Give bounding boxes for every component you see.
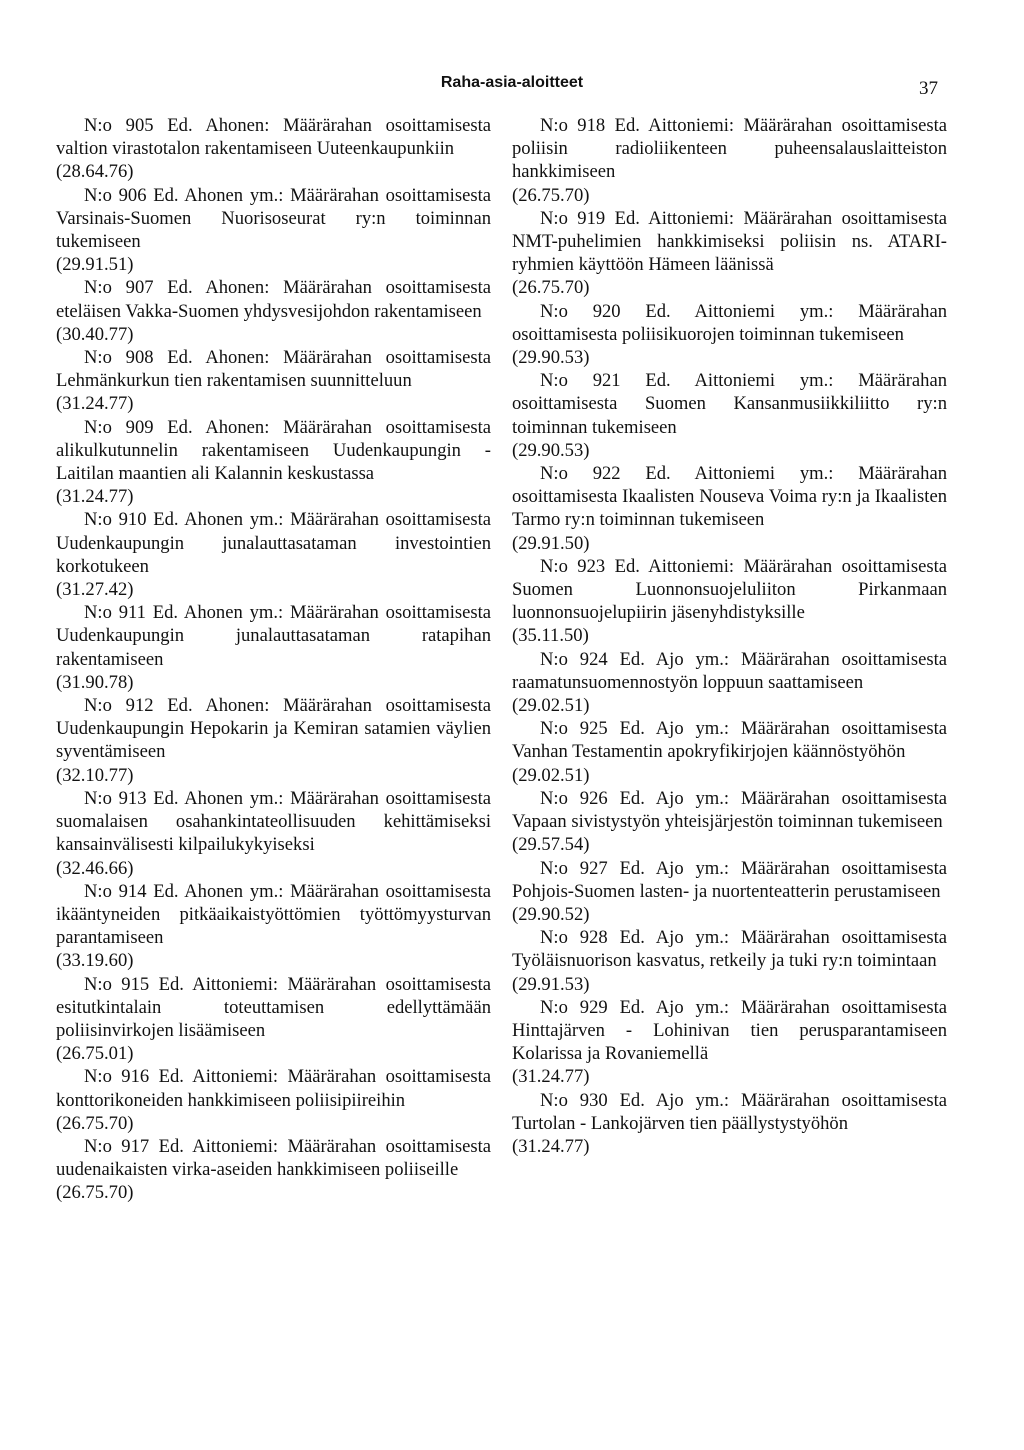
- motion-text: N:o 930 Ed. Ajo ym.: Määrärahan osoittamisesta Turtolan - Lankojärven tien päällystystyöhön: [512, 1089, 947, 1134]
- motion-text: N:o 919 Ed. Aittoniemi: Määrärahan osoittamisesta NMT-puhelimien hankkimiseksi poliisin ns. ATARI-ryhmien käyttöön Hämeen läänissä: [512, 207, 947, 276]
- motion-entry: [512, 787, 947, 857]
- motion-text: N:o 917 Ed. Aittoniemi: Määrärahan osoittamisesta uudenaikaisten virka-aseiden hankkimiseen poliiseille: [56, 1135, 491, 1181]
- motion-code: (32.10.77): [56, 764, 134, 786]
- motion-entry: [512, 369, 947, 462]
- motion-entry: [56, 601, 491, 694]
- motion-text: N:o 926 Ed. Ajo ym.: Määrärahan osoittamisesta Vapaan sivistystyön yhteisjärjestön toiminnan tukemiseen: [512, 787, 947, 833]
- motion-text: N:o 918 Ed. Aittoniemi: Määrärahan osoittamisesta poliisin radioliikenteen puheensalauslaitteiston hankkimiseen: [512, 115, 947, 183]
- page-header: [0, 72, 1024, 102]
- motion-code: (33.19.60): [56, 950, 134, 972]
- motion-entry: [56, 1135, 491, 1205]
- motion-text: N:o 915 Ed. Aittoniemi: Määrärahan osoittamisesta esitutkintalain toteuttamisen edellyttämään poliisinvirkojen lisäämiseen: [56, 973, 491, 1041]
- motion-code: (31.24.77): [56, 393, 134, 415]
- motion-text: N:o 925 Ed. Ajo ym.: Määrärahan osoittamisesta Vanhan Testamentin apokryfikirjojen käännöstyöhön: [512, 718, 947, 763]
- motion-text: N:o 909 Ed. Ahonen: Määrärahan osoittamisesta alikulkutunnelin rakentamiseen Uudenkaupungin - Laitilan maantien ali Kalannin keskustassa: [56, 416, 491, 485]
- motion-entry: [512, 648, 947, 718]
- running-title: Raha-asia-aloitteet: [440, 74, 584, 91]
- motion-text: N:o 907 Ed. Ahonen: Määrärahan osoittamisesta eteläisen Vakka-Suomen yhdysvesijohdon rakentamiseen: [56, 277, 491, 322]
- motion-code: (29.91.53): [512, 973, 590, 995]
- motion-entry: [56, 880, 491, 973]
- motion-code: (32.46.66): [56, 857, 134, 879]
- motion-entry: [56, 114, 491, 184]
- motion-code: (30.40.77): [56, 323, 134, 345]
- motion-entry: [512, 207, 947, 300]
- left-column: [56, 114, 491, 1205]
- motion-entry: [512, 1089, 947, 1159]
- motion-entry: [56, 276, 491, 346]
- motion-entry: [512, 462, 947, 555]
- motion-code: (31.27.42): [56, 579, 134, 601]
- motion-text: N:o 920 Ed. Aittoniemi ym.: Määrärahan osoittamisesta poliisikuorojen toiminnan tukemiseen: [512, 300, 947, 345]
- motion-text: N:o 929 Ed. Ajo ym.: Määrärahan osoittamisesta Hinttajärven - Lohinivan tien perusparantamiseen Kolarissa ja Rovaniemellä: [512, 996, 947, 1065]
- motion-entry: [56, 346, 491, 416]
- motion-entry: [56, 1065, 491, 1135]
- motion-entry: [56, 416, 491, 509]
- motion-entry: [512, 717, 947, 787]
- motion-code: (29.90.53): [512, 347, 590, 369]
- motion-text: N:o 908 Ed. Ahonen: Määrärahan osoittamisesta Lehmänkurkun tien rakentamisen suunnitteluun: [56, 347, 491, 392]
- motion-code: (26.75.70): [512, 184, 590, 206]
- motion-text: N:o 922 Ed. Aittoniemi ym.: Määrärahan osoittamisesta Ikaalisten Nouseva Voima ry:n ja Ikaalisten Tarmo ry:n toiminnan tukemiseen: [512, 463, 947, 531]
- motion-entry: [512, 114, 947, 207]
- motion-entry: [512, 300, 947, 370]
- motion-code: (29.57.54): [512, 834, 590, 856]
- motion-text: N:o 913 Ed. Ahonen ym.: Määrärahan osoittamisesta suomalaisen osahankintateollisuuden kehittämiseksi kansainvälisesti kilpailukykyiseksi: [56, 787, 491, 856]
- motion-entry: [56, 184, 491, 277]
- motion-code: (29.02.51): [512, 764, 590, 786]
- motion-entry: [512, 857, 947, 927]
- motion-text: N:o 906 Ed. Ahonen ym.: Määrärahan osoittamisesta Varsinais-Suomen Nuorisoseurat ry:n toiminnan tukemiseen: [56, 184, 491, 253]
- motion-code: (26.75.01): [56, 1043, 134, 1065]
- motion-text: N:o 921 Ed. Aittoniemi ym.: Määrärahan osoittamisesta Suomen Kansanmusiikkiliitto ry:n toiminnan tukemiseen: [512, 370, 947, 438]
- motion-code: (29.90.52): [512, 903, 590, 925]
- motion-code: (29.91.51): [56, 254, 134, 276]
- motion-code: (35.11.50): [512, 625, 589, 647]
- motion-code: (31.24.77): [512, 1135, 590, 1157]
- motion-text: N:o 910 Ed. Ahonen ym.: Määrärahan osoittamisesta Uudenkaupungin junalauttasataman investointien korkotukeen: [56, 509, 491, 577]
- motion-entry: [512, 926, 947, 996]
- motion-text: N:o 923 Ed. Aittoniemi: Määrärahan osoittamisesta Suomen Luonnonsuojeluliiton Pirkanmaan luonnonsuojelupiirin jäsenyhdistyksille: [512, 555, 947, 624]
- motion-code: (29.02.51): [512, 695, 590, 717]
- motion-text: N:o 927 Ed. Ajo ym.: Määrärahan osoittamisesta Pohjois-Suomen lasten- ja nuortenteatterin perustamiseen: [512, 857, 947, 902]
- page-number: 37: [919, 78, 938, 99]
- motion-text: N:o 914 Ed. Ahonen ym.: Määrärahan osoittamisesta ikääntyneiden pitkäaikaistyöttömien työttömyysturvan parantamiseen: [56, 880, 491, 949]
- motion-entry: [512, 555, 947, 648]
- motion-code: (31.24.77): [56, 486, 134, 508]
- motion-code: (31.90.78): [56, 671, 134, 693]
- motion-text: N:o 912 Ed. Ahonen: Määrärahan osoittamisesta Uudenkaupungin Hepokarin ja Kemiran satamien väylien syventämiseen: [56, 695, 491, 763]
- motion-code: (29.90.53): [512, 439, 590, 461]
- motion-code: (26.75.70): [56, 1182, 134, 1204]
- motion-text: N:o 916 Ed. Aittoniemi: Määrärahan osoittamisesta konttorikoneiden hankkimiseen poliisipiireihin: [56, 1066, 491, 1111]
- motion-entry: [512, 996, 947, 1089]
- motion-text: N:o 905 Ed. Ahonen: Määrärahan osoittamisesta valtion virastotalon rakentamiseen Uuteenkaupunkiin: [56, 115, 491, 160]
- motion-code: (29.91.50): [512, 532, 590, 554]
- motion-code: (26.75.70): [56, 1112, 134, 1134]
- motion-code: (28.64.76): [56, 161, 134, 183]
- motion-text: N:o 924 Ed. Ajo ym.: Määrärahan osoittamisesta raamatunsuomennostyön loppuun saattamiseen: [512, 648, 947, 693]
- motion-entry: [56, 787, 491, 880]
- motion-code: (26.75.70): [512, 277, 590, 299]
- motion-entry: [56, 508, 491, 601]
- motion-text: N:o 911 Ed. Ahonen ym.: Määrärahan osoittamisesta Uudenkaupungin junalauttasataman ratapihan rakentamiseen: [56, 602, 491, 670]
- motion-code: (31.24.77): [512, 1066, 590, 1088]
- motion-entry: [56, 973, 491, 1066]
- motion-text: N:o 928 Ed. Ajo ym.: Määrärahan osoittamisesta Työläisnuorison kasvatus, retkeily ja tuki ry:n toimintaan: [512, 927, 947, 972]
- motion-entry: [56, 694, 491, 787]
- right-column: [512, 114, 947, 1158]
